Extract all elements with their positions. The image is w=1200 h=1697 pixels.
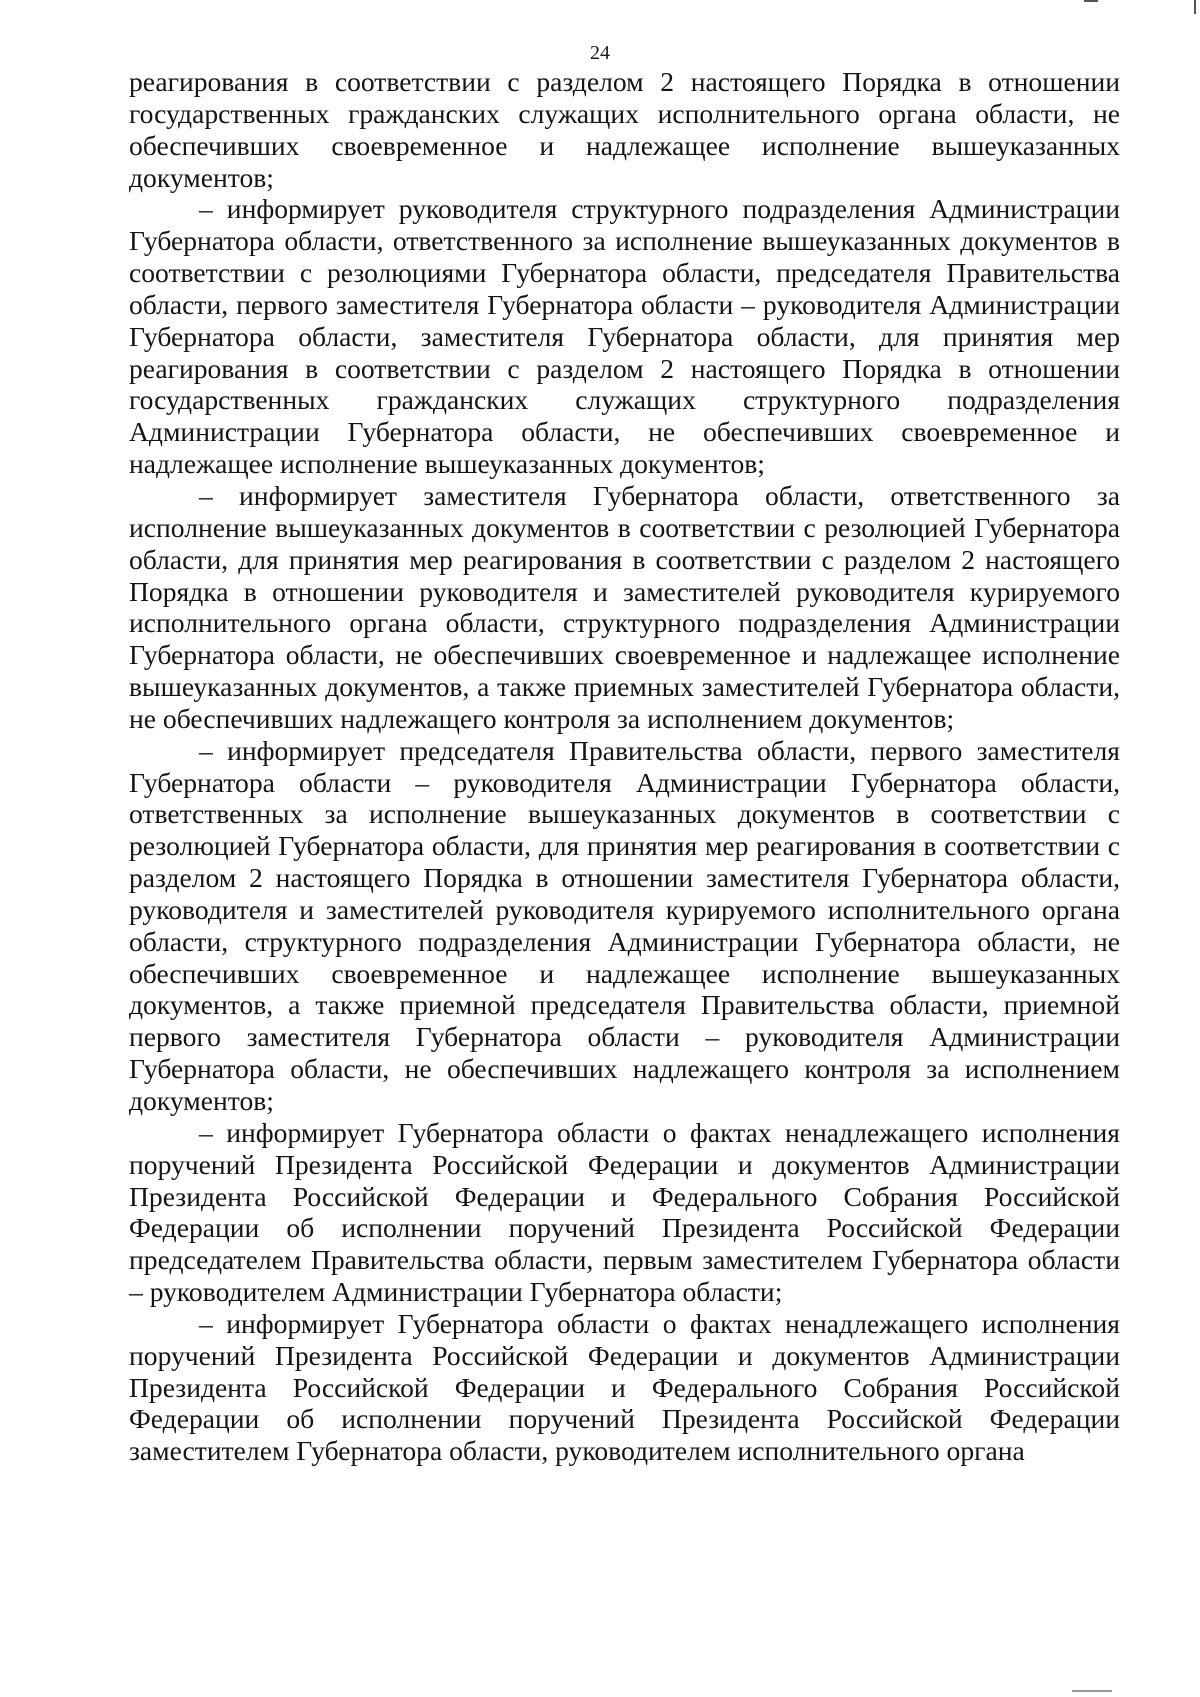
paragraph-2: – информирует руководителя структурного подразделения Администрации Губернатора области, ответственного за исполнение вышеуказанных документов в соответствии с резолюциями Губернатора области, председателя Правительства области, первого заместителя Губернатора области – руководителя Администрации Губернатора области, заместителя Губернатора области, для принятия мер реагирования в соответствии с разделом 2 настоящего Порядка в отношении государственных гражданских служащих структурного подразделения Администрации Губернатора области, не обеспечивших своевременное и надлежащее исполнение вышеуказанных документов; bbox=[129, 193, 1120, 480]
document-body bbox=[129, 66, 1120, 1467]
scan-artifact-top-edge bbox=[1194, 0, 1196, 14]
paragraph-1: реагирования в соответствии с разделом 2 настоящего Порядка в отношении государственных гражданских служащих исполнительного органа области, не обеспечивших своевременное и надлежащее исполнение вышеуказанных документов; bbox=[129, 66, 1120, 193]
paragraph-3: – информирует заместителя Губернатора области, ответственного за исполнение вышеуказанных документов в соответствии с резолюцией Губернатора области, для принятия мер реагирования в соответствии с разделом 2 настоящего Порядка в отношении руководителя и заместителей руководителя курируемого исполнительного органа области, структурного подразделения Администрации Губернатора области, не обеспечивших своевременное и надлежащее исполнение вышеуказанных документов, а также приемных заместителей Губернатора области, не обеспечивших надлежащего контроля за исполнением документов; bbox=[129, 479, 1120, 734]
paragraph-4: – информирует председателя Правительства области, первого заместителя Губернатора области – руководителя Администрации Губернатора области, ответственных за исполнение вышеуказанных документов в соответствии с резолюцией Губернатора области, для принятия мер реагирования в соответствии с разделом 2 настоящего Порядка в отношении заместителя Губернатора области, руководителя и заместителей руководителя курируемого исполнительного органа области, структурного подразделения Администрации Губернатора области, не обеспечивших своевременное и надлежащее исполнение вышеуказанных документов, а также приемной председателя Правительства области, приемной первого заместителя Губернатора области – руководителя Администрации Губернатора области, не обеспечивших надлежащего контроля за исполнением документов; bbox=[129, 734, 1120, 1116]
page-number: 24 bbox=[590, 42, 610, 64]
paragraph-6: – информирует Губернатора области о фактах ненадлежащего исполнения поручений Президента Российской Федерации и документов Администрации Президента Российской Федерации и Федерального Собрания Российской Федерации об исполнении поручений Президента Российской Федерации заместителем Губернатора области, руководителем исполнительного органа bbox=[129, 1307, 1120, 1467]
paragraph-5: – информирует Губернатора области о фактах ненадлежащего исполнения поручений Президента Российской Федерации и документов Администрации Президента Российской Федерации и Федерального Собрания Российской Федерации об исполнении поручений Президента Российской Федерации председателем Правительства области, первым заместителем Губернатора области – руководителем Администрации Губернатора области; bbox=[129, 1116, 1120, 1308]
scan-artifact-top bbox=[1084, 0, 1098, 2]
scan-artifact-bottom bbox=[1072, 1690, 1112, 1692]
